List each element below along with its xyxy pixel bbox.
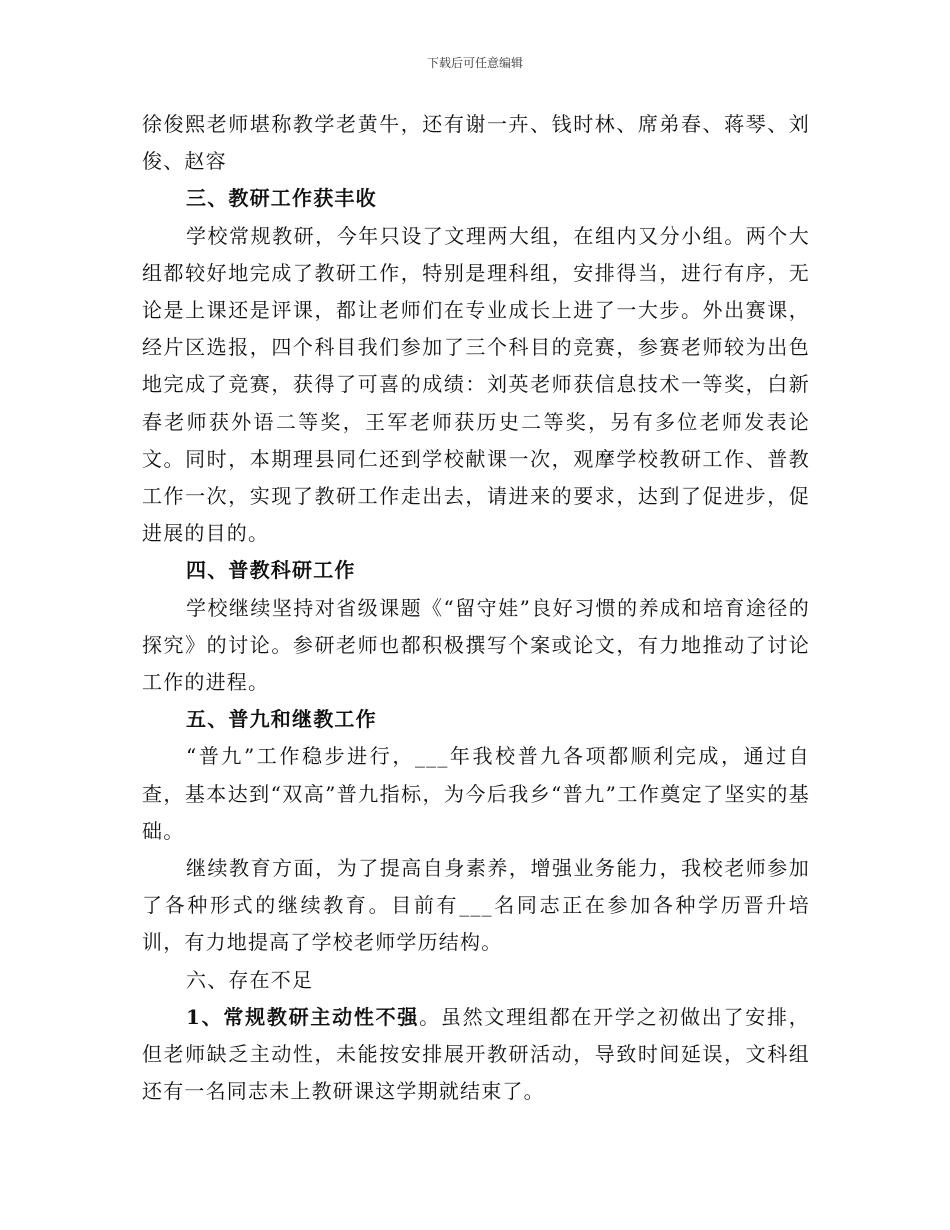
paragraph-puji: “普九”工作稳步进行，___年我校普九各项都顺利完成，通过自查，基本达到“双高”普九指标，为今后我乡“普九”工作奠定了坚实的基础。 <box>142 744 810 843</box>
document-body <box>142 106 810 1110</box>
paragraph-shortcoming-1 <box>142 999 810 1111</box>
section-heading-shortcomings: 六、存在不足 <box>186 967 314 992</box>
section-heading-teaching-research: 三、教研工作获丰收 <box>186 186 377 211</box>
paragraph-research-work: 学校继续坚持对省级课题《“留守娃”良好习惯的养成和培育途径的探究》的讨论。参研老师也都积极撰写个案或论文，有力地推动了讨论工作的进程。 <box>142 595 810 695</box>
page-header-note: 下载后可任意编辑 <box>426 56 523 70</box>
shortcoming-1-lead: 1、常规教研主动性不强 <box>186 1004 420 1029</box>
paragraph-teaching-research: 学校常规教研，今年只设了文理两大组，在组内又分小组。两个大组都较好地完成了教研工作，特别是理科组，安排得当，进行有序，无论是上课还是评课，都让老师们在专业成长上进了一大步。外出赛课，经片区选报，四个科目我们参加了三个科目的竞赛，参赛老师较为出色地完成了竞赛，获得了可喜的成绩：刘英老师获信息技术一等奖，白新春老师获外语二等奖，王军老师获历史二等奖，另有多位老师发表论文。同时，本期理县同仁还到学校献课一次，观摩学校教研工作、普教工作一次，实现了教研工作走出去，请进来的要求，达到了促进步，促进展的目的。 <box>142 223 810 546</box>
section-heading-puji-continuing: 五、普九和继教工作 <box>186 707 377 732</box>
paragraph-continuing-education: 继续教育方面，为了提高自身素养，增强业务能力，我校老师参加了各种形式的继续教育。目前有___名同志正在参加各种学历晋升培训，有力地提高了学校老师学历结构。 <box>142 856 810 955</box>
section-heading-research-work: 四、普教科研工作 <box>186 558 356 583</box>
paragraph-teachers-list: 徐俊熙老师堪称教学老黄牛，还有谢一卉、钱时林、席弟春、蒋琴、刘俊、赵容 <box>142 112 810 174</box>
shortcoming-1-text: 。虽然文理组都在开学之初做出了安排，但老师缺乏主动性，未能按安排展开教研活动，导致时间延误，文科组还有一名同志未上教研课这学期就结束了。 <box>142 1004 810 1104</box>
